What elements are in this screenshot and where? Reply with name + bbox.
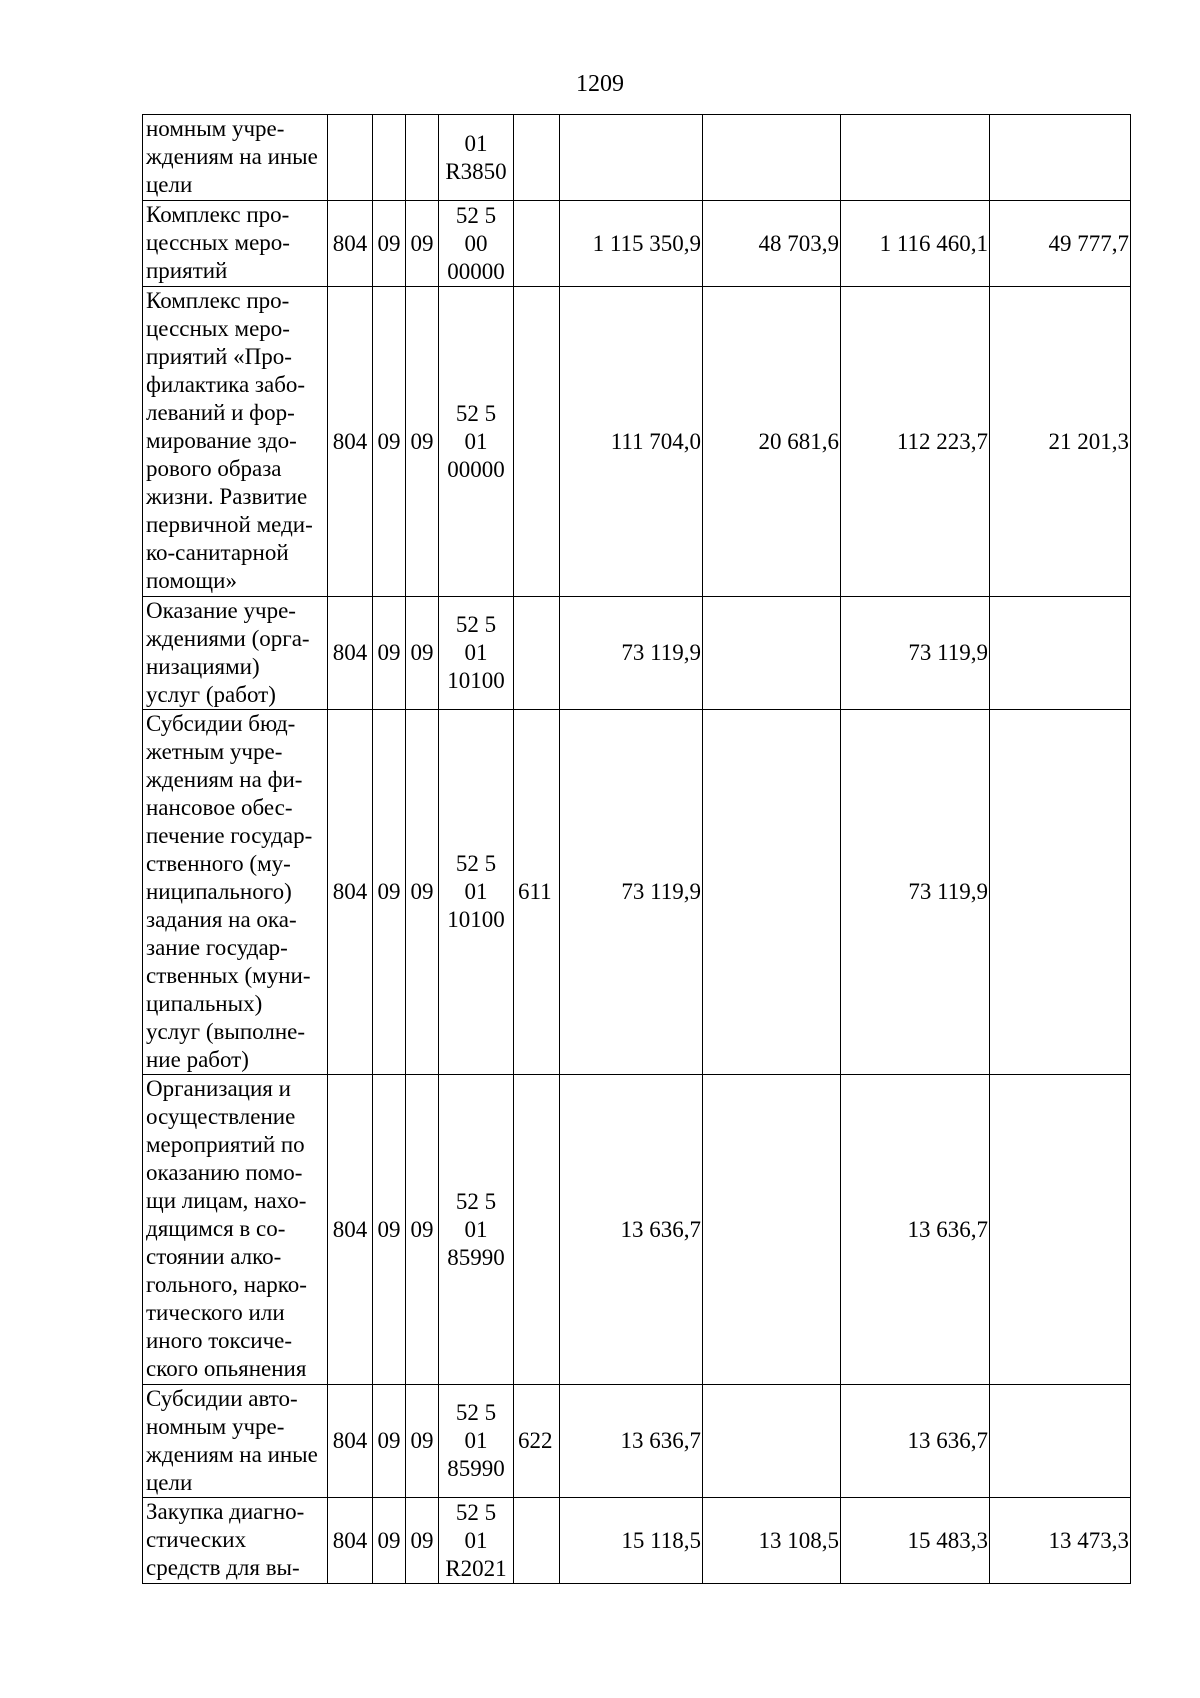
amount-3-cell: 73 119,9 — [841, 597, 990, 710]
amount-3-cell: 13 636,7 — [841, 1075, 990, 1385]
expense-type-cell — [514, 1075, 560, 1385]
section-code-cell: 09 — [373, 710, 406, 1075]
amount-2-cell: 20 681,6 — [703, 287, 841, 597]
target-article-cell: 52 5 01 00000 — [439, 287, 514, 597]
amount-2-cell: 13 108,5 — [703, 1498, 841, 1584]
table-row — [143, 1075, 1131, 1385]
expense-type-cell — [514, 287, 560, 597]
ved-code-cell: 804 — [328, 1075, 373, 1385]
amount-1-cell: 111 704,0 — [560, 287, 703, 597]
amount-4-cell — [990, 597, 1131, 710]
subsection-code-cell: 09 — [406, 201, 439, 287]
ved-code-cell: 804 — [328, 710, 373, 1075]
section-code-cell: 09 — [373, 201, 406, 287]
table-row — [143, 1498, 1131, 1584]
section-code-cell — [373, 115, 406, 201]
amount-1-cell: 73 119,9 — [560, 597, 703, 710]
ved-code-cell — [328, 115, 373, 201]
amount-4-cell — [990, 710, 1131, 1075]
table-row — [143, 201, 1131, 287]
amount-2-cell — [703, 1385, 841, 1498]
target-article-cell: 52 5 01 R2021 — [439, 1498, 514, 1584]
amount-3-cell: 112 223,7 — [841, 287, 990, 597]
ved-code-cell: 804 — [328, 201, 373, 287]
section-code-cell: 09 — [373, 597, 406, 710]
target-article-cell: 52 5 01 10100 — [439, 710, 514, 1075]
expense-type-cell — [514, 115, 560, 201]
table-row — [143, 287, 1131, 597]
amount-4-cell: 21 201,3 — [990, 287, 1131, 597]
amount-3-cell: 73 119,9 — [841, 710, 990, 1075]
ved-code-cell: 804 — [328, 287, 373, 597]
amount-4-cell — [990, 1075, 1131, 1385]
ved-code-cell: 804 — [328, 1385, 373, 1498]
amount-4-cell — [990, 1385, 1131, 1498]
subsection-code-cell — [406, 115, 439, 201]
expense-type-cell — [514, 1498, 560, 1584]
row-name-cell: Закупка диагно- стических средств для вы- — [143, 1498, 328, 1584]
amount-4-cell: 49 777,7 — [990, 201, 1131, 287]
row-name-cell: номным учре- ждениям на иные цели — [143, 115, 328, 201]
amount-1-cell: 1 115 350,9 — [560, 201, 703, 287]
amount-3-cell: 13 636,7 — [841, 1385, 990, 1498]
amount-2-cell: 48 703,9 — [703, 201, 841, 287]
budget-table — [142, 114, 1131, 1584]
subsection-code-cell: 09 — [406, 1385, 439, 1498]
subsection-code-cell: 09 — [406, 1498, 439, 1584]
subsection-code-cell: 09 — [406, 1075, 439, 1385]
table-row — [143, 597, 1131, 710]
amount-1-cell: 13 636,7 — [560, 1385, 703, 1498]
table-row — [143, 710, 1131, 1075]
ved-code-cell: 804 — [328, 597, 373, 710]
amount-3-cell: 1 116 460,1 — [841, 201, 990, 287]
row-name-cell: Комплекс про- цессных меро- приятий — [143, 201, 328, 287]
amount-2-cell — [703, 597, 841, 710]
target-article-cell: 01 R3850 — [439, 115, 514, 201]
amount-3-cell: 15 483,3 — [841, 1498, 990, 1584]
amount-1-cell: 13 636,7 — [560, 1075, 703, 1385]
amount-3-cell — [841, 115, 990, 201]
amount-2-cell — [703, 710, 841, 1075]
row-name-cell: Комплекс про- цессных меро- приятий «Про- филактика забо- леваний и фор- мирование здо- рового образа жизни. Развитие первичной меди- ко-санитарной помощи» — [143, 287, 328, 597]
subsection-code-cell: 09 — [406, 597, 439, 710]
amount-2-cell — [703, 115, 841, 201]
target-article-cell: 52 5 01 85990 — [439, 1385, 514, 1498]
target-article-cell: 52 5 00 00000 — [439, 201, 514, 287]
expense-type-cell: 622 — [514, 1385, 560, 1498]
amount-2-cell — [703, 1075, 841, 1385]
page-number: 1209 — [576, 71, 624, 97]
target-article-cell: 52 5 01 10100 — [439, 597, 514, 710]
amount-4-cell — [990, 115, 1131, 201]
section-code-cell: 09 — [373, 1075, 406, 1385]
amount-1-cell: 73 119,9 — [560, 710, 703, 1075]
target-article-cell: 52 5 01 85990 — [439, 1075, 514, 1385]
section-code-cell: 09 — [373, 1385, 406, 1498]
table-row — [143, 1385, 1131, 1498]
table-row — [143, 115, 1131, 201]
section-code-cell: 09 — [373, 1498, 406, 1584]
amount-1-cell: 15 118,5 — [560, 1498, 703, 1584]
subsection-code-cell: 09 — [406, 287, 439, 597]
row-name-cell: Субсидии бюд- жетным учре- ждениям на фи- нансовое обес- печение государ- ственного (му- ниципального) задания на ока- зание государ- ственных (муни- ципальных) услуг (выполне- ние работ) — [143, 710, 328, 1075]
row-name-cell: Организация и осуществление мероприятий по оказанию помо- щи лицам, нахо- дящимся в со- стоянии алко- гольного, нарко- тического или иного токсиче- ского опьянения — [143, 1075, 328, 1385]
table-body — [143, 115, 1131, 1584]
section-code-cell: 09 — [373, 287, 406, 597]
expense-type-cell — [514, 597, 560, 710]
row-name-cell: Субсидии авто- номным учре- ждениям на иные цели — [143, 1385, 328, 1498]
row-name-cell: Оказание учре- ждениями (орга- низациями) услуг (работ) — [143, 597, 328, 710]
expense-type-cell: 611 — [514, 710, 560, 1075]
amount-4-cell: 13 473,3 — [990, 1498, 1131, 1584]
expense-type-cell — [514, 201, 560, 287]
subsection-code-cell: 09 — [406, 710, 439, 1075]
amount-1-cell — [560, 115, 703, 201]
ved-code-cell: 804 — [328, 1498, 373, 1584]
